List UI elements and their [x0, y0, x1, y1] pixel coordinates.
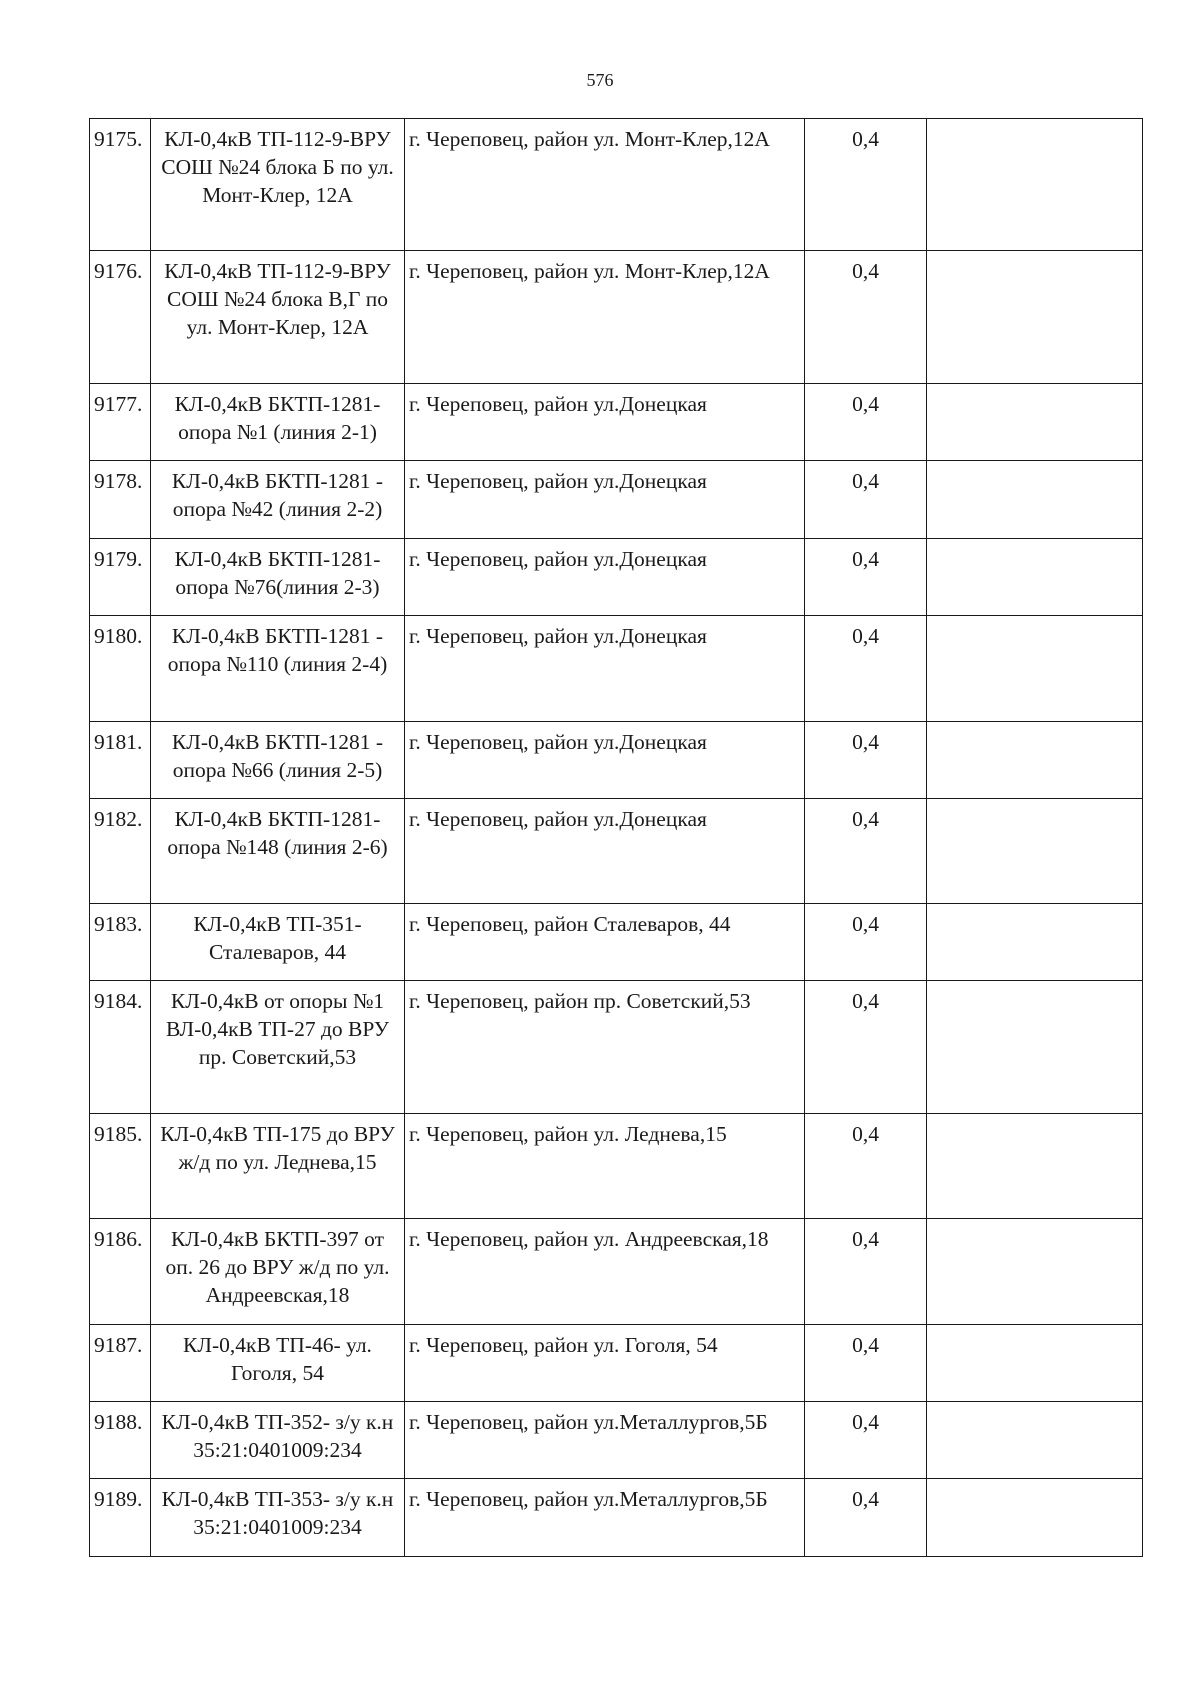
empty-cell — [927, 904, 1143, 981]
voltage-cell: 0,4 — [805, 1402, 927, 1479]
row-number-cell: 9180. — [90, 616, 151, 722]
voltage-cell: 0,4 — [805, 1325, 927, 1402]
table-row — [90, 1479, 1143, 1557]
voltage-cell: 0,4 — [805, 799, 927, 904]
address-cell: г. Череповец, район ул.Донецкая — [405, 616, 805, 722]
address-cell: г. Череповец, район ул. Леднева,15 — [405, 1114, 805, 1219]
row-number-cell: 9188. — [90, 1402, 151, 1479]
address-cell: г. Череповец, район ул.Металлургов,5Б — [405, 1479, 805, 1557]
line-name-cell: КЛ-0,4кВ БКТП-1281-опора №76(линия 2-3) — [151, 539, 405, 616]
row-number-cell: 9185. — [90, 1114, 151, 1219]
voltage-cell: 0,4 — [805, 384, 927, 461]
table-row — [90, 1325, 1143, 1402]
empty-cell — [927, 981, 1143, 1114]
empty-cell — [927, 251, 1143, 384]
line-name-cell: КЛ-0,4кВ ТП-352- з/у к.н 35:21:0401009:234 — [151, 1402, 405, 1479]
line-name-cell: КЛ-0,4кВ ТП-353- з/у к.н 35:21:0401009:234 — [151, 1479, 405, 1557]
line-name-cell: КЛ-0,4кВ от опоры №1 ВЛ-0,4кВ ТП-27 до ВРУ пр. Советский,53 — [151, 981, 405, 1114]
voltage-cell: 0,4 — [805, 539, 927, 616]
empty-cell — [927, 799, 1143, 904]
address-cell: г. Череповец, район ул. Гоголя, 54 — [405, 1325, 805, 1402]
address-cell: г. Череповец, район ул.Донецкая — [405, 799, 805, 904]
table-row — [90, 1114, 1143, 1219]
table-row — [90, 119, 1143, 251]
voltage-cell: 0,4 — [805, 722, 927, 799]
line-name-cell: КЛ-0,4кВ ТП-351-Сталеваров, 44 — [151, 904, 405, 981]
row-number-cell: 9182. — [90, 799, 151, 904]
address-cell: г. Череповец, район Сталеваров, 44 — [405, 904, 805, 981]
voltage-cell: 0,4 — [805, 1479, 927, 1557]
line-name-cell: КЛ-0,4кВ ТП-46- ул. Гоголя, 54 — [151, 1325, 405, 1402]
row-number-cell: 9186. — [90, 1219, 151, 1325]
row-number-cell: 9178. — [90, 461, 151, 539]
row-number-cell: 9184. — [90, 981, 151, 1114]
empty-cell — [927, 539, 1143, 616]
table-row — [90, 539, 1143, 616]
row-number-cell: 9175. — [90, 119, 151, 251]
row-number-cell: 9181. — [90, 722, 151, 799]
page-number: 576 — [586, 70, 614, 90]
row-number-cell: 9179. — [90, 539, 151, 616]
address-cell: г. Череповец, район ул. Монт-Клер,12А — [405, 119, 805, 251]
voltage-cell: 0,4 — [805, 904, 927, 981]
empty-cell — [927, 384, 1143, 461]
table-row — [90, 384, 1143, 461]
row-number-cell: 9189. — [90, 1479, 151, 1557]
table-row — [90, 461, 1143, 539]
voltage-cell: 0,4 — [805, 461, 927, 539]
row-number-cell: 9187. — [90, 1325, 151, 1402]
empty-cell — [927, 1325, 1143, 1402]
line-name-cell: КЛ-0,4кВ ТП-112-9-ВРУ СОШ №24 блока В,Г по ул. Монт-Клер, 12А — [151, 251, 405, 384]
table-row — [90, 722, 1143, 799]
address-cell: г. Череповец, район пр. Советский,53 — [405, 981, 805, 1114]
empty-cell — [927, 722, 1143, 799]
table-row — [90, 251, 1143, 384]
table-row — [90, 799, 1143, 904]
address-cell: г. Череповец, район ул.Донецкая — [405, 722, 805, 799]
line-name-cell: КЛ-0,4кВ БКТП-1281 - опора №66 (линия 2-5) — [151, 722, 405, 799]
cable-lines-table — [89, 118, 1143, 1557]
address-cell: г. Череповец, район ул. Андреевская,18 — [405, 1219, 805, 1325]
empty-cell — [927, 119, 1143, 251]
table-row — [90, 1402, 1143, 1479]
line-name-cell: КЛ-0,4кВ БКТП-1281-опора №1 (линия 2-1) — [151, 384, 405, 461]
table-row — [90, 981, 1143, 1114]
voltage-cell: 0,4 — [805, 981, 927, 1114]
line-name-cell: КЛ-0,4кВ БКТП-1281-опора №148 (линия 2-6) — [151, 799, 405, 904]
line-name-cell: КЛ-0,4кВ БКТП-1281 - опора №110 (линия 2-4) — [151, 616, 405, 722]
voltage-cell: 0,4 — [805, 119, 927, 251]
voltage-cell: 0,4 — [805, 616, 927, 722]
empty-cell — [927, 616, 1143, 722]
address-cell: г. Череповец, район ул.Донецкая — [405, 539, 805, 616]
row-number-cell: 9183. — [90, 904, 151, 981]
address-cell: г. Череповец, район ул. Монт-Клер,12А — [405, 251, 805, 384]
table-body — [90, 119, 1143, 1557]
table-row — [90, 616, 1143, 722]
voltage-cell: 0,4 — [805, 1114, 927, 1219]
empty-cell — [927, 1219, 1143, 1325]
address-cell: г. Череповец, район ул.Металлургов,5Б — [405, 1402, 805, 1479]
voltage-cell: 0,4 — [805, 1219, 927, 1325]
table-row — [90, 904, 1143, 981]
empty-cell — [927, 461, 1143, 539]
voltage-cell: 0,4 — [805, 251, 927, 384]
empty-cell — [927, 1402, 1143, 1479]
row-number-cell: 9176. — [90, 251, 151, 384]
line-name-cell: КЛ-0,4кВ БКТП-1281 - опора №42 (линия 2-2) — [151, 461, 405, 539]
address-cell: г. Череповец, район ул.Донецкая — [405, 461, 805, 539]
row-number-cell: 9177. — [90, 384, 151, 461]
line-name-cell: КЛ-0,4кВ ТП-175 до ВРУ ж/д по ул. Леднева,15 — [151, 1114, 405, 1219]
line-name-cell: КЛ-0,4кВ БКТП-397 от оп. 26 до ВРУ ж/д по ул. Андреевская,18 — [151, 1219, 405, 1325]
empty-cell — [927, 1479, 1143, 1557]
table-row — [90, 1219, 1143, 1325]
empty-cell — [927, 1114, 1143, 1219]
line-name-cell: КЛ-0,4кВ ТП-112-9-ВРУ СОШ №24 блока Б по ул. Монт-Клер, 12А — [151, 119, 405, 251]
address-cell: г. Череповец, район ул.Донецкая — [405, 384, 805, 461]
